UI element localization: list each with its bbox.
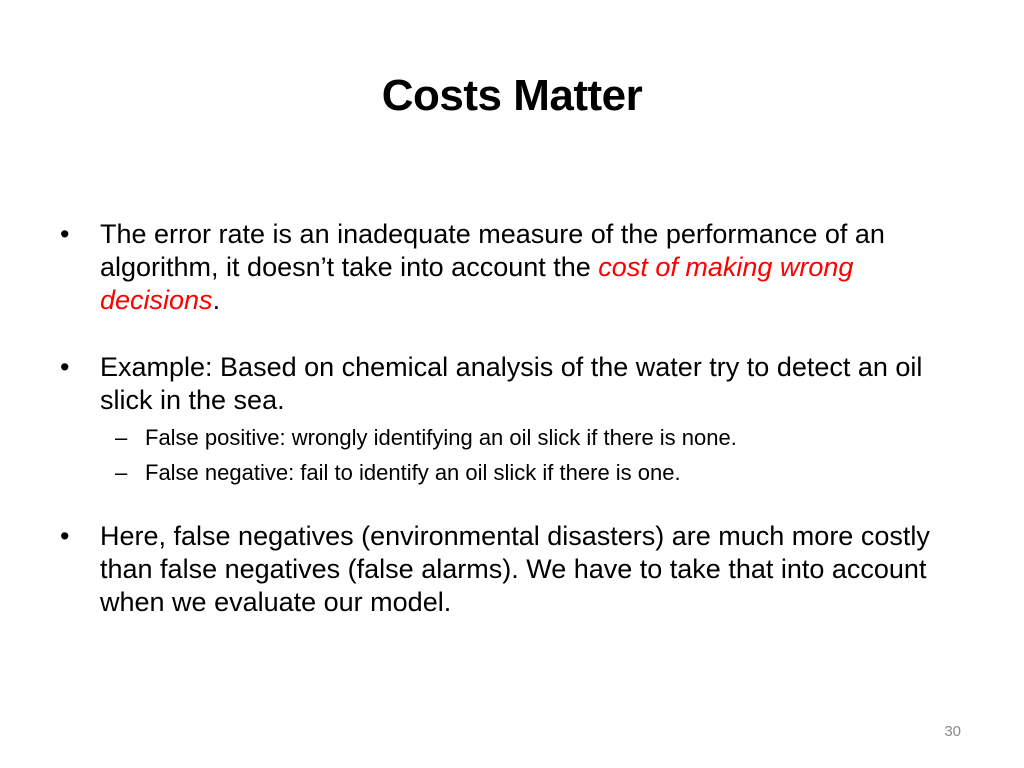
dash-icon: – <box>115 425 128 450</box>
bullet-item-error-rate <box>58 218 958 317</box>
slide-title: Costs Matter <box>381 71 643 120</box>
page-number: 30 <box>944 723 961 740</box>
bullet-icon: • <box>60 352 70 382</box>
bullet-icon: • <box>60 521 70 551</box>
emphasis-text: cost of making wrong decisions <box>100 252 854 315</box>
bullet-item-costs <box>58 520 958 619</box>
bullet-icon: • <box>60 219 70 249</box>
bullet-text-end: . <box>212 285 221 315</box>
sub-bullet-false-positive <box>58 424 958 451</box>
bullet-text: Here, false negatives (environmental disasters) are much more costly than false negatives (false alarms). We have to take that into account when we evaluate our model. <box>100 521 930 617</box>
sub-bullet-list <box>58 424 958 486</box>
slide-content <box>58 218 958 653</box>
bullet-text: The error rate is an inadequate measure of the performance of an algorithm, it doesn’t take into account the <box>100 219 885 282</box>
sub-bullet-text: False negative: fail to identify an oil slick if there is one. <box>145 460 681 485</box>
bullet-text: Example: Based on chemical analysis of the water try to detect an oil slick in the sea. <box>100 352 923 415</box>
sub-bullet-false-negative <box>58 459 958 486</box>
dash-icon: – <box>115 460 128 485</box>
sub-bullet-text: False positive: wrongly identifying an oil slick if there is none. <box>145 425 737 450</box>
bullet-item-example <box>58 351 958 417</box>
